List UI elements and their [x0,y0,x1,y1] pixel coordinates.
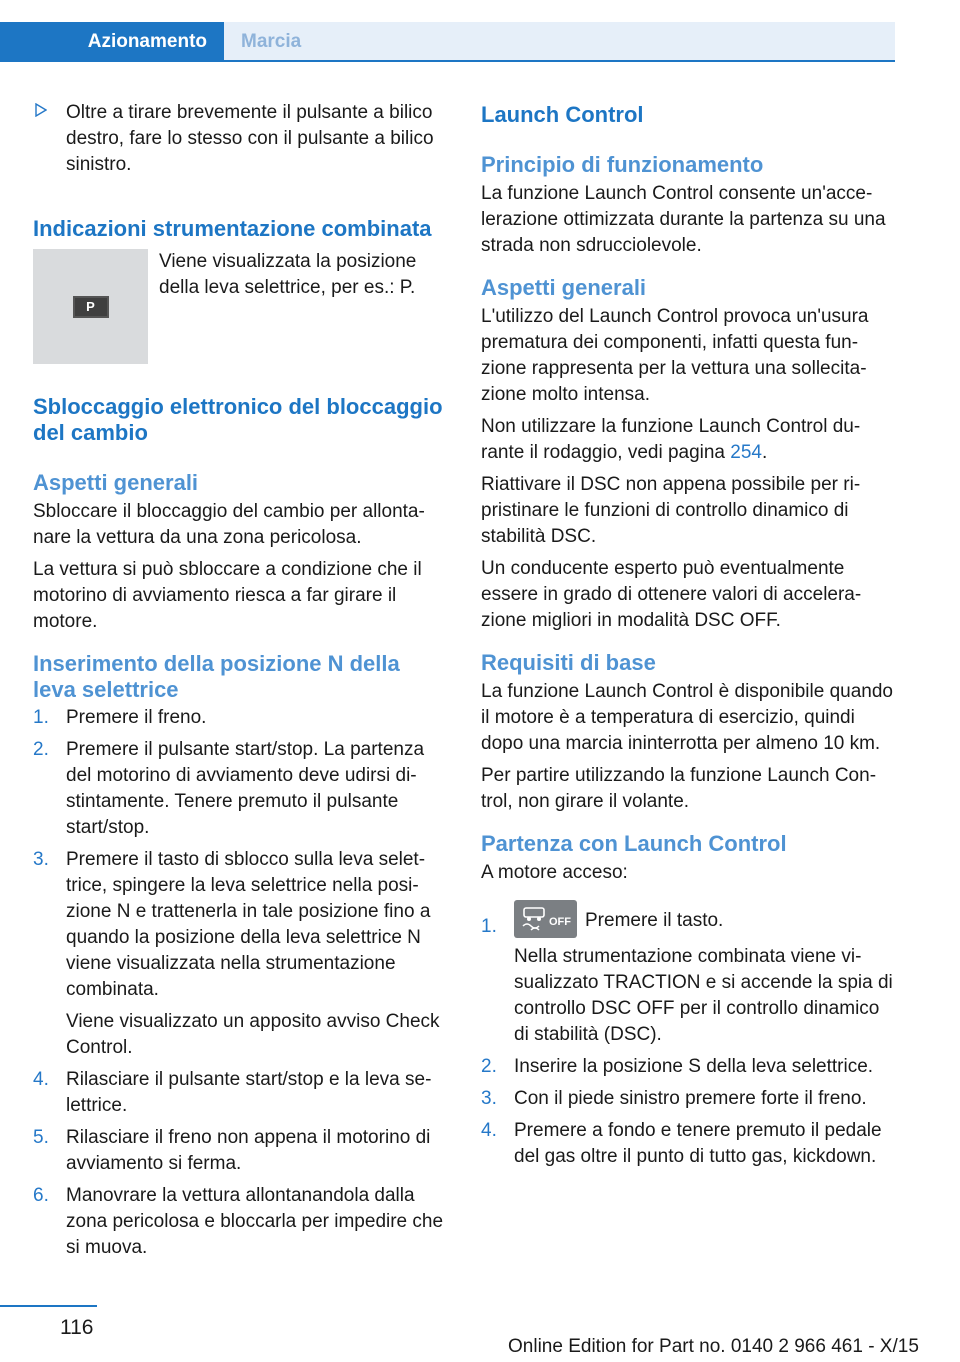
list-item-text: Premere il freno. [66,707,207,728]
list-item [33,1125,447,1177]
list-item [481,1118,895,1170]
subsection-heading: Aspetti generali [481,275,647,300]
step-number: 6. [33,1185,49,1206]
step-number: 1. [481,916,497,937]
list-item-text: Con il piede sinistro premere forte il freno. [514,1088,867,1109]
paragraph: Sbloccare il bloccaggio del cambio per allontanare la vettura da una zona pericolosa. [33,501,425,548]
list-item-text: Inserire la posizione S della leva selettrice. [514,1056,874,1077]
gear-p-icon: P [73,296,109,318]
list-item-note: Viene visualizzato un apposito avviso Check Control. [66,1011,440,1058]
step-number: 3. [481,1088,497,1109]
section-heading: Indicazioni strumentazione combinata [33,216,432,241]
left-column [33,100,447,1261]
tab-marcia[interactable]: Marcia [224,22,895,62]
paragraph-text: . [762,442,768,463]
subsection-heading: Aspetti generali [33,470,199,495]
paragraph [481,414,895,466]
list-item-text: Oltre a tirare brevemente il pulsante a bilico destro, fare lo stesso con il pulsante a bilico sinistro. [66,102,434,175]
edition-note: Online Edition for Part no. 0140 2 966 461 - X/15 [508,1336,919,1357]
page-number: 116 [60,1316,94,1339]
list-item [33,847,447,1061]
page-link[interactable]: 254 [730,442,762,463]
list-item [481,1054,895,1080]
subsection-heading: Principio di funzionamento [481,152,764,177]
list-item [481,1086,895,1112]
indicator-figure [33,249,447,364]
step-number: 4. [481,1120,497,1141]
list-item [33,705,447,731]
dsc-off-button-icon: OFF [514,900,577,938]
footer-divider [0,1305,97,1307]
tab-azionamento[interactable]: Azionamento [0,22,224,62]
paragraph: La funzione Launch Control è disponibile quando il motore è a temperatura di esercizio, quindi dopo una marcia ininterrotta per almeno 10 km. [481,681,893,754]
step-number: 3. [33,849,49,870]
step-number: 4. [33,1069,49,1090]
list-item-text: Premere a fondo e tenere premuto il pedale del gas oltre il punto di tutto gas, kickdown. [514,1120,882,1167]
step-number: 5. [33,1127,49,1148]
steps-list [481,900,895,1170]
paragraph: Viene visualizzata la posizione della leva selettrice, per es.: P. [159,251,417,298]
list-item-label: Premere il tasto. [585,910,724,931]
paragraph: La vettura si può sbloccare a condizione che il motorino di avviamento riesca a far girare il motore. [33,559,422,632]
subsection-heading: Inserimento della posizione N della leva selettrice [33,651,400,702]
paragraph: Riattivare il DSC non appena possibile per ripristinare le funzioni di controllo dinamico di stabilità DSC. [481,474,861,547]
list-item-note: Nella strumentazione combinata viene visualizzato TRACTION e si accende la spia di controllo DSC OFF per il controllo dinamico di stabilità (DSC). [514,946,893,1045]
subsection-heading: Requisiti di base [481,650,656,675]
list-item [33,737,447,841]
list-item-text [514,900,895,938]
list-item-text: Manovrare la vettura allontanandola dalla zona pericolosa e bloccarla per impedire che si muova. [66,1185,444,1258]
list-item-text: Rilasciare il pulsante start/stop e la leva selettrice. [66,1069,432,1116]
list-item [481,900,895,1048]
step-number: 1. [33,707,49,728]
list-item [33,100,447,178]
paragraph: A motore acceso: [481,862,628,883]
list-item-text: Premere il tasto di sblocco sulla leva selettrice, spingere la leva selettrice nella posizione N e trattenerla in tale posizione fino a quando la posizione della leva selettrice N viene visualizzata nella strumentazione combinata. [66,849,431,1000]
steps-list [33,705,447,1261]
list-item [33,1067,447,1119]
section-heading: Sbloccaggio elettronico del bloccaggio del cambio [33,394,443,445]
paragraph: L'utilizzo del Launch Control provoca un'usura prematura dei componenti, infatti questa funzione rappresenta per la vettura una sollecitazione molto intensa. [481,306,869,405]
paragraph: Per partire utilizzando la funzione Launch Control, non girare il volante. [481,765,877,812]
right-column [481,100,895,1170]
header-tabbar [0,22,895,62]
list-item-text: Premere il pulsante start/stop. La partenza del motorino di avviamento deve udirsi distintamente. Tenere premuto il pulsante start/stop. [66,739,425,838]
selector-display-image [33,249,148,364]
paragraph: Un conducente esperto può eventualmente essere in grado di ottenere valori di accelerazione migliori in modalità DSC OFF. [481,558,862,631]
step-number: 2. [481,1056,497,1077]
list-item-text: Rilasciare il freno non appena il motorino di avviamento si ferma. [66,1127,431,1174]
paragraph-text: Non utilizzare la funzione Launch Control durante il rodaggio, vedi pagina [481,416,861,463]
list-item [33,1183,447,1261]
subsection-heading: Partenza con Launch Control [481,831,787,856]
section-heading: Launch Control [481,102,644,127]
header-divider [0,60,895,62]
paragraph: La funzione Launch Control consente un'accelerazione ottimizzata durante la partenza su una strada non sdrucciolevole. [481,183,886,256]
step-number: 2. [33,739,49,760]
